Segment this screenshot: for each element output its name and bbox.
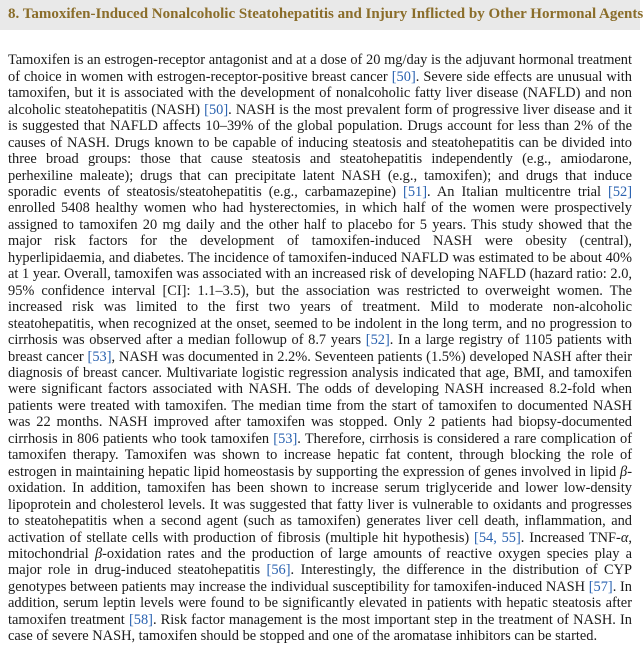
citation-link[interactable]: [50] bbox=[391, 68, 416, 85]
text-run: . NASH is the most prevalent form of progressive liver disease and it is suggested that NAFLD affects 10–39% of the global population. Drugs account for less than 2% of the causes of NASH. Drugs known to be capable of inducing steatosis and steatohepatitis can be divided into three broad groups: those that cause steatosis and steatohepatitis independently (e.g., amiodarone, perhexiline maleate); drugs that can precipitate latent NASH (e.g., tamoxifen); and drugs that induce sporadic events of steatosis/steatohepatitis (e.g., carbamazepine) bbox=[8, 101, 632, 201]
citation-link[interactable]: [56] bbox=[266, 562, 291, 579]
body-paragraph bbox=[8, 52, 632, 644]
citation-link[interactable]: [57] bbox=[588, 578, 613, 595]
text-run: . Severe side effects are unusual with tamoxifen, but it is associated with the development of nonalcoholic fatty liver disease (NAFLD) and non alcoholic steatohepatitis (NASH) bbox=[8, 68, 633, 118]
citation-link[interactable]: [53] bbox=[87, 348, 112, 365]
text-run: enrolled 5408 healthy women who had hysterectomies, in which half of the women were prospectively assigned to tamoxifen 20 mg daily and the other half to placebo for 5 years. This study showed that the major risk factors for the development of tamoxifen-induced NASH were obesity (central), hyperlipidaemia, and diabetes. The incidence of tamoxifen-induced NAFLD was estimated to be about 40% at 1 year. Overall, tamoxifen was associated with an increased risk of developing NAFLD (hazard ratio: 2.0, 95% confidence interval [CI]: 1.1–3.5), but the association was restricted to overweight women. The increased risk was limited to the first two years of treatment. Mild to moderate non-alcoholic steatohepatitis, when recognized at the onset, seemed to be indolent in the long term, and no progression to cirrhosis was observed after a median followup of 8.7 years bbox=[8, 200, 632, 349]
text-run: . In addition, serum leptin levels were found to be significantly elevated in patients with hepatic steatosis after tamoxifen treatment bbox=[8, 578, 632, 628]
text-run: . Interestingly, the difference in the distribution of CYP genotypes between patients may increase the individual susceptibility for tamoxifen-induced NASH bbox=[8, 562, 633, 595]
section-heading: 8. Tamoxifen-Induced Nonalcoholic Steatohepatitis and Injury Inflicted by Other Hormonal Agents bbox=[8, 6, 643, 22]
text-run: . Increased TNF- bbox=[520, 529, 621, 546]
citation-link[interactable]: [50] bbox=[204, 101, 229, 118]
citation-link[interactable]: [53] bbox=[273, 430, 298, 447]
text-run: -oxidation. In addition, tamoxifen has been shown to increase serum triglyceride and lower low-density lipoprotein and cholesterol levels. It was suggested that fatty liver is vulnerable to oxidants and progresses to steatohepatitis when a second agent (such as tamoxifen) generates liver cell death, inflammation, and activation of stellate cells with production of fibrosis (multiple hit hypothesis) bbox=[8, 463, 632, 546]
text-run: . Risk factor management is the most important step in the treatment of NASH. In case of severe NASH, tamoxifen should be stopped and one of the aromatase inhibitors can be started. bbox=[8, 611, 632, 645]
section-heading-band bbox=[0, 0, 643, 30]
text-run: . An Italian multicentre trial bbox=[427, 184, 609, 201]
greek-symbol: β bbox=[620, 463, 628, 480]
citation-link[interactable]: [54, 55] bbox=[474, 529, 521, 546]
greek-symbol: β bbox=[94, 545, 103, 562]
text-run: , NASH was documented in 2.2%. Seventeen patients (1.5%) developed NASH after their diagnosis of breast cancer. Multivariate logistic regression analysis indicated that age, BMI, and tamoxifen were significant factors associated with NASH. The odds of developing NASH increased 8.2-fold when patients were treated with tamoxifen. The median time from the start of tamoxifen to documented NASH was 22 months. NASH improved after tamoxifen was stopped. Only 2 patients had biopsy-documented cirrhosis in 806 patients who took tamoxifen bbox=[8, 348, 633, 447]
text-run: , mitochondrial bbox=[8, 529, 633, 562]
text-run: -oxidation rates and the production of large amounts of reactive oxygen species play a major role in drug-induced steatohepatitis bbox=[8, 545, 633, 579]
greek-symbol: α bbox=[620, 529, 629, 546]
text-run: . In a large registry of 1105 patients with breast cancer bbox=[8, 332, 632, 365]
citation-link[interactable]: [52] bbox=[365, 332, 390, 349]
citation-link[interactable]: [58] bbox=[128, 611, 153, 628]
text-run: . Therefore, cirrhosis is considered a rare complication of tamoxifen therapy. Tamoxifen was shown to increase hepatic fat content, through blocking the role of estrogen in maintaining hepatic lipid homeostasis by supporting the expression of genes involved in lipid bbox=[8, 430, 632, 480]
text-run: Tamoxifen is an estrogen-receptor antagonist and at a dose of 20 mg/day is the adjuvant hormonal treatment of choice in women with estrogen-receptor-positive breast cancer bbox=[8, 52, 632, 85]
citation-link[interactable]: [52] bbox=[608, 184, 633, 201]
citation-link[interactable]: [51] bbox=[403, 184, 428, 201]
